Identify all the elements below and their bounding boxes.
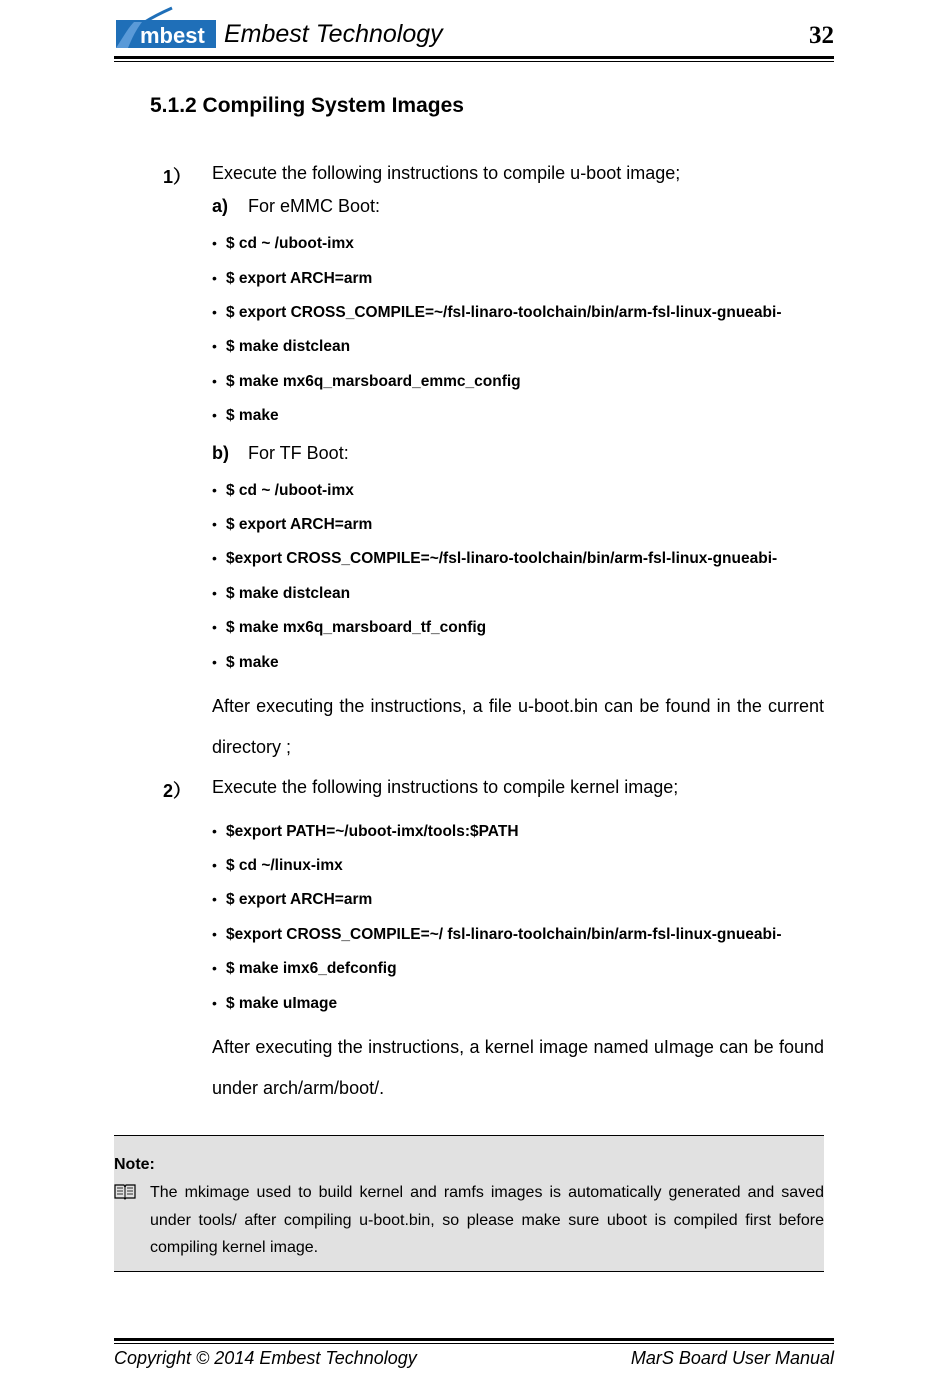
step-1-result: After executing the instructions, a file u-boot.bin can be found in the current directory ;	[212, 696, 824, 757]
command-line: • $ export ARCH=arm	[212, 891, 373, 908]
sub-step-b-letter: b)	[212, 443, 229, 463]
command-line: • $ export CROSS_COMPILE=~/fsl-linaro-toolchain/bin/arm-fsl-linux-gnueabi-	[212, 304, 782, 321]
book-icon	[114, 1182, 136, 1200]
step-2-result: After executing the instructions, a kernel image named uImage can be found under arch/arm/boot/.	[212, 1037, 824, 1098]
header-rule-thick	[114, 56, 834, 59]
header-company-name: Embest Technology	[224, 20, 443, 48]
sub-step-a-letter: a)	[212, 196, 229, 216]
footer-rule-thin	[114, 1343, 834, 1344]
sub-step-a-label: For eMMC Boot:	[248, 196, 381, 216]
note-box	[114, 1135, 824, 1272]
command-line: • $ make distclean	[212, 585, 351, 602]
page-footer	[114, 1338, 834, 1374]
step-1-text: Execute the following instructions to compile u-boot image;	[212, 163, 681, 183]
command-line: • $ make distclean	[212, 338, 351, 355]
command-line: • $ export ARCH=arm	[212, 270, 373, 287]
command-line: • $ make uImage	[212, 995, 338, 1012]
page-number: 32	[809, 22, 834, 49]
section-title: 5.1.2 Compiling System Images	[150, 94, 464, 117]
sub-step-a	[212, 196, 380, 217]
command-line: • $ export ARCH=arm	[212, 516, 373, 533]
command-line: • $ make mx6q_marsboard_emmc_config	[212, 373, 521, 390]
note-label: Note:	[114, 1156, 155, 1173]
header-rule-thin	[114, 61, 834, 62]
embest-logo	[114, 6, 218, 50]
step-number-2: 2）	[163, 781, 192, 801]
step-2-text: Execute the following instructions to compile kernel image;	[212, 777, 679, 797]
command-line: • $ make imx6_defconfig	[212, 960, 397, 977]
command-line: • $ make	[212, 407, 279, 424]
step-number-1: 1）	[163, 167, 192, 187]
command-line: • $ make mx6q_marsboard_tf_config	[212, 619, 487, 636]
sub-step-b	[212, 443, 349, 464]
command-line: • $ cd ~ /uboot-imx	[212, 482, 354, 499]
command-line: • $ cd ~ /uboot-imx	[212, 235, 354, 252]
command-line: • $ cd ~/linux-imx	[212, 857, 343, 874]
note-text: The mkimage used to build kernel and ramfs images is automatically generated and saved under tools/ after compiling u-boot.bin, so please make sure uboot is compiled first before compiling kernel image.	[150, 1184, 824, 1256]
sub-step-b-label: For TF Boot:	[248, 443, 349, 463]
footer-manual-title: MarS Board User Manual	[630, 1348, 834, 1368]
command-line: • $ make	[212, 654, 279, 671]
page-header	[114, 6, 834, 64]
command-line: • $export CROSS_COMPILE=~/ fsl-linaro-toolchain/bin/arm-fsl-linux-gnueabi-	[212, 926, 782, 943]
svg-text:mbest: mbest	[140, 23, 205, 48]
footer-rule-thick	[114, 1338, 834, 1341]
command-line: • $export CROSS_COMPILE=~/fsl-linaro-toolchain/bin/arm-fsl-linux-gnueabi-	[212, 550, 778, 567]
command-line: • $export PATH=~/uboot-imx/tools:$PATH	[212, 823, 519, 840]
footer-copyright: Copyright © 2014 Embest Technology	[114, 1348, 417, 1368]
